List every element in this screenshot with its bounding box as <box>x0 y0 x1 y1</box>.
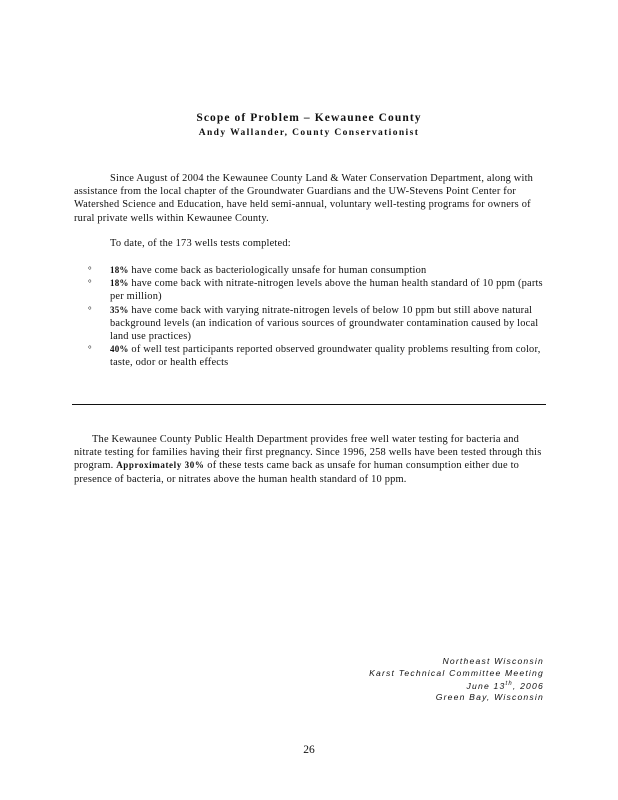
bullet-marker: ° <box>88 278 92 289</box>
bullet-text: of well test participants reported observed groundwater quality problems resulting from color, taste, odor or health effects <box>110 344 541 369</box>
signature-meeting: Karst Technical Committee Meeting <box>369 667 544 678</box>
list-item <box>88 264 548 277</box>
health-text-bold: Approximately 30% <box>116 460 205 471</box>
bullet-marker: ° <box>88 344 92 355</box>
section-divider <box>72 404 546 405</box>
page-number: 26 <box>303 744 315 756</box>
intro-paragraph: Since August of 2004 the Kewaunee County Land & Water Conservation Department, along with assistance from the local chapter of the Groundwater Guardians and the UW-Stevens Point Center for Watershed Science and Education, have held semi-annual, voluntary well-testing programs for owners of rural private wells within Kewaunee County. <box>74 173 534 224</box>
date-year: , 2006 <box>512 680 544 691</box>
bullet-marker: ° <box>88 265 92 275</box>
meeting-signature <box>369 656 544 704</box>
date-day: June 13 <box>466 680 506 691</box>
list-item <box>88 343 548 369</box>
date-suffix: th <box>505 681 513 687</box>
bullet-marker: ° <box>88 304 92 315</box>
page-title: Scope of Problem – Kewaunee County <box>196 112 422 124</box>
signature-date <box>369 679 544 692</box>
signature-region: Northeast Wisconsin <box>442 656 544 666</box>
bullet-text: have come back as bacteriologically unsafe for human consumption <box>131 265 427 276</box>
author-line: Andy Wallander, County Conservationist <box>198 128 420 138</box>
results-list <box>88 264 548 370</box>
bullet-percent: 35% <box>110 304 129 315</box>
bullet-percent: 40% <box>110 344 129 355</box>
health-text-start: The Kewaunee County Public Health Department provides free well water testing for bacteria and nitrate testing for families having their first pregnancy. Since 1996, 258 wells have been tested through this program. <box>74 434 542 472</box>
health-department-paragraph <box>74 433 544 486</box>
bullet-percent: 18% <box>110 278 129 289</box>
bullet-percent: 18% <box>110 265 129 275</box>
list-item <box>88 304 548 344</box>
signature-location: Green Bay, Wisconsin <box>435 692 544 703</box>
list-item <box>88 277 548 303</box>
bullet-text: have come back with nitrate-nitrogen levels above the human health standard of 10 ppm (parts per million) <box>110 278 543 303</box>
to-date-line: To date, of the 173 wells tests completed: <box>110 238 291 249</box>
bullet-text: have come back with varying nitrate-nitrogen levels of below 10 ppm but still above natural background levels (an indication of various sources of groundwater contamination caused by local land use practices) <box>110 304 539 343</box>
health-text-end: of these tests came back as unsafe for human consumption either due to presence of bacteria, or nitrates above the human health standard of 10 ppm. <box>74 460 520 485</box>
